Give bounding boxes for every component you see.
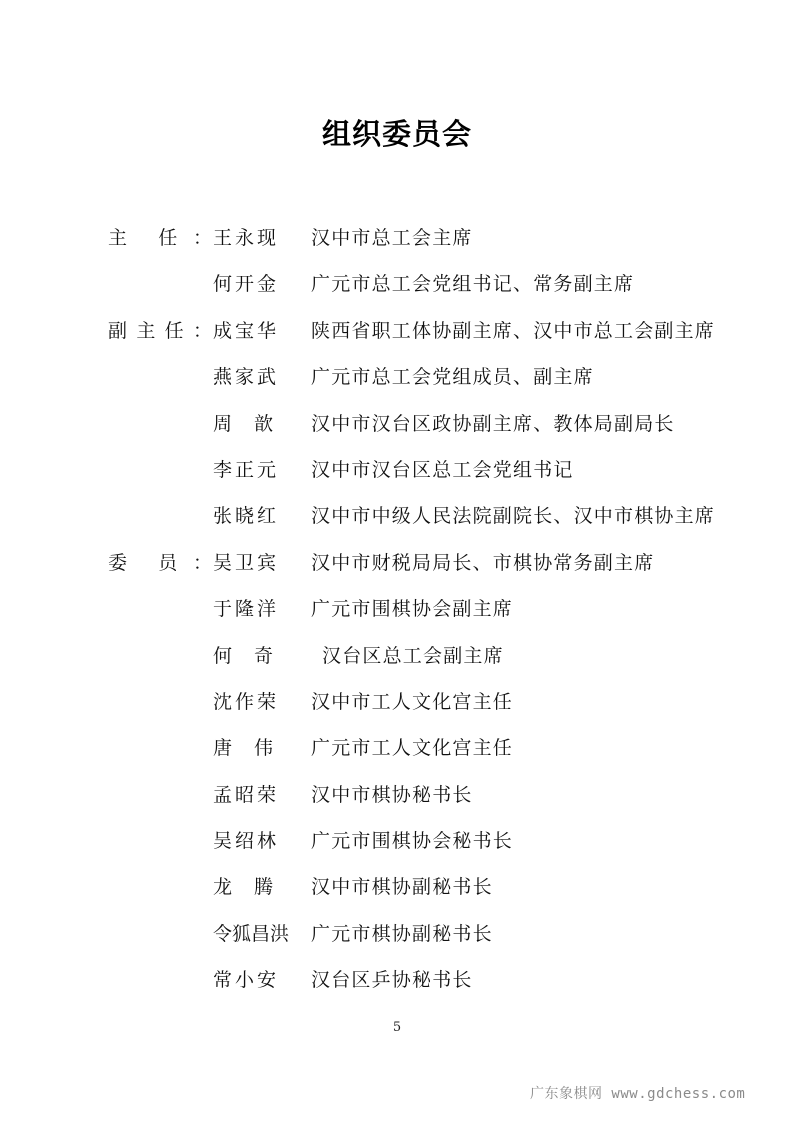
committee-row <box>0 454 794 500</box>
role-label <box>108 222 212 254</box>
member-name: 常小安 <box>213 969 280 992</box>
role-char: 任 <box>164 319 184 342</box>
member-name: 吴卫宾 <box>213 551 280 574</box>
committee-row <box>0 222 794 268</box>
committee-row <box>0 779 794 825</box>
role-label <box>108 547 212 579</box>
member-position: 汉台区乒协秘书长 <box>311 969 473 992</box>
committee-row <box>0 686 794 732</box>
member-position: 广元市工人文化宫主任 <box>311 737 514 760</box>
member-position: 广元市围棋协会副主席 <box>311 598 514 621</box>
committee-row <box>0 547 794 593</box>
member-name: 于隆洋 <box>213 598 280 621</box>
committee-row <box>0 640 794 686</box>
member-name: 孟昭荣 <box>213 783 280 806</box>
committee-row <box>0 964 794 1010</box>
member-name: 令狐昌洪 <box>213 922 290 945</box>
role-char: 主 <box>108 227 128 249</box>
role-char: 委 <box>108 551 128 574</box>
member-position: 汉中市汉台区总工会党组书记 <box>311 458 574 481</box>
member-position: 广元市总工会党组书记、常务副主席 <box>311 273 635 296</box>
role-char: 任 <box>158 227 178 249</box>
member-name: 张晓红 <box>213 505 280 528</box>
member-name: 成宝华 <box>213 319 280 342</box>
page-title: 组织委员会 <box>321 117 472 151</box>
member-name: 吴绍林 <box>213 830 280 853</box>
member-position: 陕西省职工体协副主席、汉中市总工会副主席 <box>311 319 716 342</box>
committee-row <box>0 593 794 639</box>
member-name: 唐 伟 <box>213 737 274 760</box>
role-char: 员 <box>158 551 178 574</box>
member-name: 何 奇 <box>213 644 274 667</box>
member-position: 广元市总工会党组成员、副主席 <box>311 366 594 389</box>
committee-list <box>0 222 794 1011</box>
role-label <box>108 315 212 347</box>
member-name: 燕家武 <box>213 366 280 389</box>
committee-row <box>0 825 794 871</box>
committee-row <box>0 918 794 964</box>
committee-row <box>0 315 794 361</box>
committee-row <box>0 871 794 917</box>
page-number: 5 <box>392 1020 402 1035</box>
member-position: 汉中市汉台区政协副主席、教体局副局长 <box>311 412 675 435</box>
member-position: 汉台区总工会副主席 <box>322 644 504 667</box>
committee-row <box>0 361 794 407</box>
member-name: 王永现 <box>213 227 280 249</box>
committee-row <box>0 408 794 454</box>
committee-row <box>0 268 794 314</box>
role-char: 主 <box>136 319 156 342</box>
role-char: ： <box>192 551 212 574</box>
member-position: 广元市围棋协会秘书长 <box>311 830 514 853</box>
member-name: 龙 腾 <box>213 876 274 899</box>
watermark: 广东象棋网 www.gdchess.com <box>530 1086 746 1102</box>
member-position: 汉中市财税局局长、市棋协常务副主席 <box>311 551 655 574</box>
member-name: 何开金 <box>213 273 280 296</box>
member-name: 周 歆 <box>213 412 274 435</box>
member-position: 汉中市总工会主席 <box>311 227 473 249</box>
member-position: 汉中市棋协副秘书长 <box>311 876 493 899</box>
committee-row <box>0 732 794 778</box>
member-name: 沈作荣 <box>213 690 280 713</box>
member-position: 汉中市中级人民法院副院长、汉中市棋协主席 <box>311 505 716 528</box>
member-position: 汉中市棋协秘书长 <box>311 783 473 806</box>
committee-row <box>0 500 794 546</box>
role-char: ： <box>192 319 212 342</box>
member-name: 李正元 <box>213 458 280 481</box>
member-position: 汉中市工人文化宫主任 <box>311 690 514 713</box>
member-position: 广元市棋协副秘书长 <box>311 922 493 945</box>
role-char: ： <box>192 227 212 249</box>
role-char: 副 <box>108 319 128 342</box>
